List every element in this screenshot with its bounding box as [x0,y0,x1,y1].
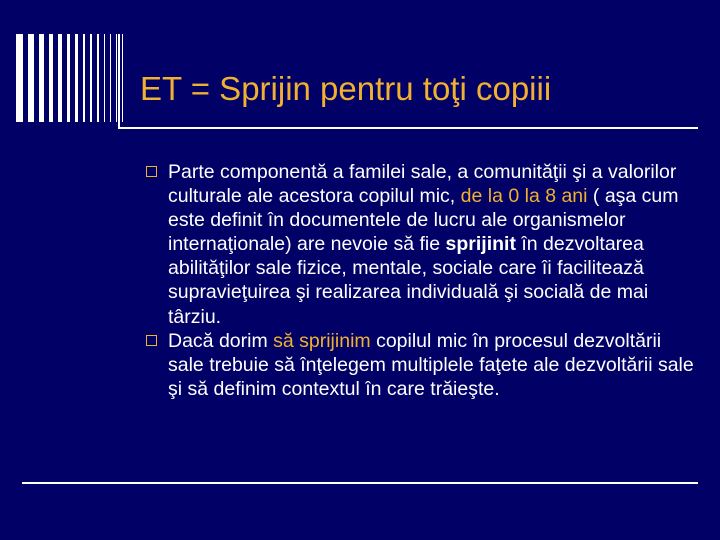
decorative-bar [75,34,78,122]
highlight-text: de la 0 la 8 ani [460,185,588,208]
highlight-text: să sprijinim [273,329,371,352]
square-bullet-icon [146,335,157,346]
bottom-rule [22,482,698,484]
slide-title: ET = Sprijin pentru toţi copiii [140,70,552,107]
decorative-bar [122,34,123,122]
decorative-bar [39,34,44,122]
decorative-bar [58,34,62,122]
square-bullet-icon [146,166,157,177]
decorative-bar [110,34,111,122]
title-horizontal-rule [118,127,698,129]
decorative-bar [28,34,34,122]
bullet-text-part: Dacă dorim [168,329,274,352]
slide-content [146,160,702,401]
decorative-bar [116,34,117,122]
decorative-bar [97,34,99,122]
decorative-bar [104,34,105,122]
bullet-item-1 [146,160,702,329]
bullet-text-part: în dezvoltarea abilităţilor sale fizice, mentale, sociale care îi facilitează supravieţuirea şi realizarea individuală şi socială de mai târziu. [168,233,649,328]
bullet-text-part: ( aşa cum este definit în documentele de lucru ale organismelor internaţionale) are nevoie să fie [168,185,679,256]
bullet-text-part: copilul mic în procesul dezvoltării sale trebuie să înţelegem multiplele faţete ale dezvoltării sale şi să definim contextul în care trăieşte. [168,329,694,400]
decorative-bar [90,34,92,122]
decorative-bar [83,34,85,122]
bold-text: sprijinit [445,233,516,256]
decorative-bar [67,34,70,122]
decorative-bar [16,34,23,122]
decorative-bar [49,34,53,122]
bullet-item-2 [146,329,702,401]
title-vertical-rule [118,34,120,129]
bullet-text-part: Parte componentă a familei sale, a comunităţii şi a valorilor culturale ale acestora copilul mic, [168,161,677,208]
